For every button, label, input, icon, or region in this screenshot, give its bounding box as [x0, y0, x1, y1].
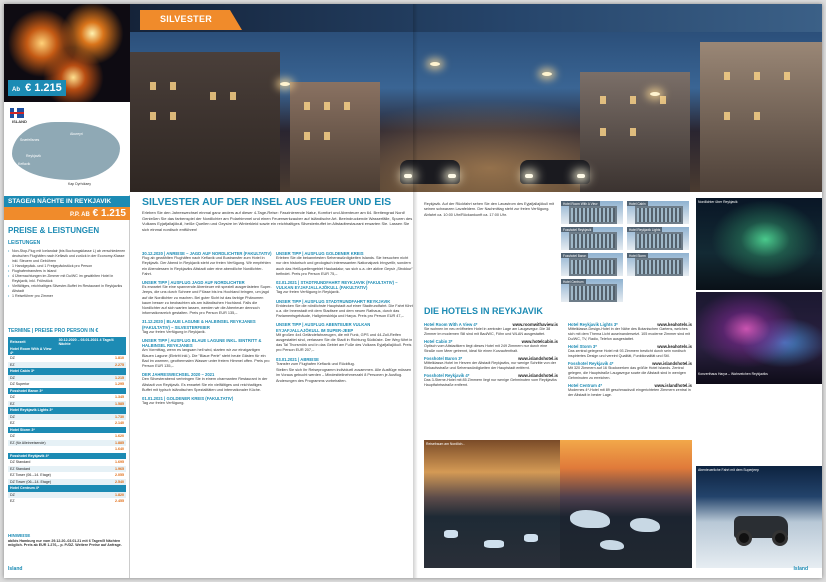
table-cell: Hotel Storm 3*: [8, 427, 57, 434]
thumbnail-caption: Hotel Reykjavik Lights: [629, 227, 661, 232]
hotel-thumbnail: [560, 226, 624, 251]
hotel-description: Das 3-Sterne-Hotel mit 85 Zimmern liegt nur wenige Gehminuten vom Reykjaviks Hauptfahrtsstraße entfernt.: [424, 378, 557, 387]
aurora-photo: [696, 198, 822, 290]
itinerary-text: Mit großen 4x4 Geländefahrzeugen, die mit Funk, GPS und 44-Zoll-Reifen ausgestattet sind, verlassen Sie die Stadt in Richtung Südküste. Der Weg führt in das Tal Thorsmörk und in das Gebiet am Fuße des Vulkans Eyjafjallajökull. Preis pro Person EUR 207,–: [276, 332, 413, 353]
table-cell: Fosshotel Reykjavik 4*: [8, 453, 57, 460]
table-cell: Hotel Room With A View 4*: [8, 346, 57, 355]
itinerary-text: Transfer zum Flughafen Keflavik und Rückflug.: [276, 361, 355, 366]
hinweise-block: [8, 534, 126, 548]
table-cell: Fosshotel Baron 3*: [8, 388, 57, 395]
map-label: Kap Dyrhólaey: [68, 182, 91, 186]
table-cell: EZ: [10, 499, 15, 504]
table-cell-price: 2.140: [115, 421, 124, 426]
hotel-thumbnail: [560, 252, 624, 277]
map-label: Akureyri: [70, 132, 83, 136]
price-badge: [8, 80, 66, 96]
table-cell: DZ: [10, 356, 15, 361]
itinerary-text: Stellen Sie sich Ihr Reiseprogramm individuell zusammen. Alle Ausflüge müssen im Voraus gebucht werden – Mindestteilnehmerzahl 8 Personen je Ausflug.: [276, 368, 412, 378]
hotel-name: Hotel Centrum 4*: [568, 383, 602, 388]
hotel-thumbnail: [626, 200, 690, 225]
preise-heading: PREISE & LEISTUNGEN: [8, 226, 100, 235]
page-footer-left: Island: [8, 566, 23, 572]
stage-bar: STAGE/4 NÄCHTE IN REYKJAVIK: [4, 196, 130, 207]
table-cell-price: 1.695: [115, 460, 124, 465]
itinerary-heading: DER JAHRESWECHSEL 2020 – 2021: [142, 372, 215, 378]
itinerary-text: Den Silvesterabend verbringen Sie in einem charmanten Restaurant in der Altstadt von Reykjavik. Es erwartet Sie ein vielfältiges und reichhaltiges Buffet mit typisch isländischen Spezialitäten und internationaler Küche.: [142, 377, 268, 392]
map-label: Keflavik: [18, 162, 31, 166]
hotel-url-link[interactable]: www.islandhotel.is: [654, 383, 692, 388]
photo-caption: Abenteuerliche Fahrt mit dem Superjeep: [698, 468, 759, 472]
table-cell-price: 1.215: [57, 375, 126, 382]
thumbnail-caption: Hotel Centrum: [563, 279, 584, 284]
table-cell-price: 1.885: [57, 440, 126, 447]
section-tab: SILVESTER: [140, 10, 230, 30]
hotel-thumbnail: [560, 200, 624, 225]
hotel-name: Fosshotel Baron 3*: [424, 356, 463, 361]
map-country-label: ISLAND: [12, 119, 27, 124]
map-landmass: [12, 122, 120, 180]
table-cell: DZ: [10, 434, 15, 439]
itinerary-heading: UNSER TIPP | AUSFLUG ABENTEUER VULKAN EYJAFJALLAJÖKULL IM SUPER-JEEP: [276, 322, 371, 333]
table-cell-price: 1.620: [115, 434, 124, 439]
termine-heading: TERMINE | PREISE PRO PERSON IN €: [8, 328, 99, 334]
article-title: SILVESTER AUF DER INSEL AUS FEUER UND EIS: [142, 196, 392, 208]
table-cell: Hotel Reykjavik Lights 3*: [8, 407, 57, 414]
table-cell-price: 1.345: [115, 395, 124, 400]
table-cell-price: 1.730: [57, 414, 126, 421]
list-item: • 1 Handgepäck- und 1 Freigepäckstück pro Person: [8, 264, 126, 269]
leistungen-heading: LEISTUNGEN: [8, 240, 41, 246]
hinweise-title: HINWEISE: [8, 533, 31, 538]
hotel-name: Hotel Storm 3*: [568, 344, 597, 349]
hotel-description: Mittelklasse-Hotel im Herzen der Altstadt Reykjaviks, nur wenige Schritte von der Einkaufsstraße und Sehenswürdigkeiten der Hauptstadt entfernt.: [424, 361, 556, 370]
hotel-name: Hotel Reykjavik Lights 3*: [568, 322, 618, 327]
itinerary-text: Tag zur freien Verfügung in Reykjavik.: [142, 329, 206, 334]
price-prefix: Ab: [12, 87, 20, 93]
table-hotel-row: [8, 346, 126, 355]
building: [290, 82, 380, 192]
table-cell: EZ Standard: [8, 466, 57, 473]
list-item: • Non-Stop-Flug mit Icelandair (bis Buchungsklasse L) ab verschiedenen deutschen Flughäfen nach Keflavik und zurück in der Economy-Klasse inkl. Steuern und Gebühren: [8, 249, 126, 264]
street-lamp: [280, 82, 290, 86]
list-item: • 4 Übernachtungen im Zimmer mit Du/WC im gewählten Hotel in Reykjavik, inkl. Frühstück: [8, 274, 126, 284]
superjeep-photo: [696, 466, 822, 568]
map-label: Snæfellsnes: [20, 138, 40, 142]
table-cell-price: 1.820: [57, 492, 126, 499]
map-label: Reykjavik: [26, 154, 41, 158]
itinerary-text: Reykjavik. Auf der Rückfahrt sehen Sie den Lavastrom des Eyjafjallajökull mit seinen schwarzen Lavafeldern. Der Nachmittag steht zur freien Verfügung.: [424, 202, 554, 212]
table-cell-price: 1.295: [115, 382, 124, 387]
leistungen-list: [8, 249, 126, 299]
table-cell-price: 2.540: [57, 479, 126, 486]
hotel-description: Sie wohnen im neu eröffneten Hotel in zentraler Lage am Laugavegur. Die 38 Zimmer im modernen Stil sind mit Bad/WC, Föhn und WLAN ausgestattet.: [424, 327, 551, 336]
hotel-url-link[interactable]: www.islandshotel.is: [518, 373, 558, 378]
table-cell: EZ: [8, 362, 57, 369]
table-cell-price: 2.275: [57, 362, 126, 369]
table-cell: EZ: [10, 421, 15, 426]
hotel-description: Mittelklasse-Design-Hotel in der Nähe des Botanischen Gartens, welches sich mit dem Thema Licht auseinandersetzt. 105 moderne Zimmer sind mit Du/WC, TV, Radio, Telefon ausgestattet.: [568, 327, 691, 341]
hotel-thumbnail: [560, 278, 624, 303]
black-beach-photo: [424, 440, 560, 568]
photo-caption: Nordlichter über Reykjavik: [698, 200, 738, 204]
itinerary-text: Entdecken Sie die nördlichste Hauptstadt auf einer Stadtrundfahrt. Die Fahrt führt u.a. die Innenstadt mit dem Stadtsee und dem neuen Rathaus, durch das Parlamentsgebäude, Hallgrímskirkja und Harpa. Preis pro Person EUR 47,–: [276, 303, 413, 319]
table-cell: DZ Tower (06.–14. Etage): [8, 479, 57, 486]
thumbnail-caption: Hotel Room With A View: [563, 201, 598, 206]
table-cell: DZ: [10, 395, 15, 400]
photo-caption: Reisefraum am Nordlich...: [426, 442, 466, 446]
itinerary-heading: UNSER TIPP | AUSFLUG GOLDENER KREIS: [276, 251, 364, 256]
table-cell: DZ Superior: [10, 382, 30, 387]
hotel-description: Mit 320 Zimmern auf 16 Stockwerken das größte Hotel Islands. Zentral gelegen, die Hauptstraße Laugavegur sowie die Altstadt sind in wenigen Gehminuten zu erreichen.: [568, 366, 686, 380]
article-intro: Erleben Sie den Jahreswechsel einmal ganz anders auf dieser 4-Tage-Reise: Faszinierende Natur, Komfort und Abenteuer am 64. Breitengrad Nord! Genießen Sie das farbenspiel der Nordlichter am Polarhimmel und einen Feuerwerkzauber auf isländische Art. Beeindruckende Wasserfälle, Spuren des Vulkans Eyjafjallajökull, heiße Quellen und Geysire im Winterkleid sowie ein reichhaltiges Silvesterbuffet im Altstadtrestaurant erwarten Sie. Lassen Sie sich einmal nordisch entführen!: [142, 210, 413, 232]
table-cell-price: [57, 346, 126, 355]
page-footer-right: Island: [793, 566, 808, 572]
table-cell: DZ: [8, 414, 57, 421]
hotel-name: Fosshotel Reykjavik 4*: [568, 361, 614, 366]
itinerary-heading: 30.12.2020 | ANREISE – JAGD AUF NORDLICHTER (FAKULTATIV): [142, 251, 272, 256]
hotel-description: Optisch vom Altstadtkern liegt dieses Hotel mit 249 Zimmern nur durch eine Straße vom Meer getrennt, ideal für einen Kurzaufenthalt.: [424, 344, 548, 353]
itinerary-heading: UNSER TIPP | AUSFLUG JAGD AUF NORDLICHTER: [142, 280, 245, 286]
itinerary-heading: 01.01.2021 | GOLDENER KREIS (FAKULTATIV): [142, 396, 234, 402]
hotel-url-link[interactable]: www.roomwithaview.is: [512, 322, 558, 327]
table-cell-price: 1.965: [57, 466, 126, 473]
itinerary-column-3: [424, 202, 556, 220]
table-cell: DZ Standard: [10, 460, 31, 465]
itinerary-text: Erleben Sie die bekanntesten Sehenswürdigkeiten Islands. Sie besuchen nicht nur den historisch und geologisch interessanten Nationalpark Þingvellir, sondern auch das Heißquellengebiet Haukadalur, wo sich u.a. der aktive Geysir „Strokkur" befindet. Preis pro Person EUR 75,–: [276, 256, 413, 276]
hero-street-photo: [130, 32, 822, 192]
hotel-url-link[interactable]: www.islandshotel.is: [652, 361, 692, 366]
itinerary-text: Tag zur freien Verfügung.: [142, 401, 185, 406]
table-cell: EZ (für Alleinreisende): [8, 440, 57, 447]
itinerary-column-1: [142, 248, 272, 407]
hotel-name: Fosshotel Reykjavik 4*: [424, 373, 470, 378]
hotel-name: Hotel Cabin 3*: [424, 339, 453, 344]
itinerary-text: Am Vormittag, wenn es langsam hell wird, starten wir zur einzigartigen Blauen Lagune (Eintritt inkl.). Die "Blaue Perle" steht heute Gästen für ein Bad im warmen, geothermalen Wasser unter freiem Himmel offen. Preis pro Person EUR 135,–: [142, 348, 270, 369]
itinerary-text: Flug ab gewählten Flughäfen nach Keflavik und Bustransfer zum Hotel in Reykjavik. Der Abend in Reykjavik steht zur freien Verfügung. Wir empfehlen ein Abendessen in Reykjaviks Altstadt oder eine abendliche Nordlichter-Fahrt.: [142, 256, 271, 276]
pp-price: € 1.215: [92, 208, 126, 219]
building: [130, 52, 280, 192]
list-item: • Flughafentransfers in Island: [8, 269, 126, 274]
pp-price-bar: [4, 207, 130, 220]
table-row: [8, 498, 126, 505]
table-header-cell: 30.12.2020 – 03.01.2021 4 Tage/4 Nächte: [57, 337, 126, 346]
table-header-row: [8, 337, 126, 346]
street-lamp: [650, 92, 660, 96]
hinweise-text: ab/bis Hamburg nur vom 29.12.20–03.01.21 mit 6 Tagen/5 Nächten möglich. Preis ab EUR 1.276,– p. P./DZ. Weitere Preise auf Anfrage.: [8, 538, 122, 547]
itinerary-column-2: [276, 248, 414, 386]
ice-lagoon-photo: [560, 440, 692, 568]
table-header-cell: Reisezeit: [8, 337, 57, 346]
iceland-map: [4, 102, 130, 195]
hotel-list-2: [568, 320, 692, 398]
hotel-url-link[interactable]: www.hotelcabin.is: [521, 339, 558, 344]
hotel-name: Hotel Room With A View 4*: [424, 322, 478, 327]
table-cell: Hotel Centrum 4*: [8, 485, 57, 492]
car: [520, 160, 590, 184]
hotel-thumbnail: [626, 252, 690, 277]
table-cell: EZ Tower (06.–14. Etage): [10, 473, 51, 478]
hotel-list-1: [424, 320, 558, 388]
harpa-photo: [696, 292, 822, 384]
price-table: [8, 337, 126, 505]
price-value: € 1.215: [25, 82, 62, 94]
table-cell-price: 2.455: [115, 499, 124, 504]
street-lamp: [542, 72, 552, 76]
itinerary-text: Es erwartet Sie eine spannende Abenteuer mit speziell ausgerüsteten Super-Jeeps, die uns durch Schnee und Flüsse bis ins Hochland bringen, um jagd auf die Nordlichter zu machen. Bei guter Sicht ist das farbige Phänomen kaum besser zu beobachten als am isländischen Hochland. Falls die Nordlichter auf sich warten lassen, werden wir die Abenteuer dennoch informationsreich gestalten. Preis pro Person EUR 135,–: [142, 285, 272, 316]
building: [700, 42, 822, 192]
info-sidebar: [4, 4, 130, 578]
table-cell-price: 2.055: [115, 473, 124, 478]
hotel-url-link[interactable]: www.islandshotel.is: [518, 356, 558, 361]
street-lamp: [430, 62, 440, 66]
thumbnail-caption: Fosshotel Reykjavik: [563, 227, 592, 232]
table-cell-price: 1.810: [115, 356, 124, 361]
table-cell: Hotel Cabin 3*: [8, 368, 57, 375]
thumbnail-caption: Hotel Storm: [629, 253, 646, 258]
itinerary-heading: UNSER TIPP | AUSFLUG STADTRUNDFAHRT REYKJAVIK: [276, 298, 391, 304]
hotel-url-link[interactable]: www.keahotels.is: [657, 322, 692, 327]
itinerary-heading: 02.01.2021 | STADTRUNDFAHRT REYKJAVIK (FAKULTATIV) – VULKAN EYJAFJALLAJÖKULL (FAKULTATIV): [276, 280, 398, 291]
table-cell: DZ: [8, 375, 57, 382]
hotel-thumbnail: [626, 226, 690, 251]
table-cell-price: 1.585: [57, 401, 126, 408]
pp-prefix: P.P. AB: [69, 212, 90, 218]
list-item: • 1 Reiseführer pro Zimmer: [8, 294, 126, 299]
itinerary-text: Tag zur freien Verfügung in Reykjavik.: [276, 290, 340, 295]
hotel-url-link[interactable]: www.keahotels.is: [657, 344, 692, 349]
thumbnail-caption: Fosshotel Baron: [563, 253, 587, 258]
itinerary-heading: UNSER TIPP | AUSFLUG BLAUE LAGUNE INKL. EINTRITT & HALBINSEL REYKJANES: [142, 338, 262, 349]
photo-caption: Konzerthaus Harpa – Wahrzeichen Reykjaviks: [698, 372, 768, 376]
hotels-heading: DIE HOTELS IN REYKJAVIK: [424, 306, 543, 316]
table-cell: DZ: [8, 492, 57, 499]
itinerary-text: Änderungen des Programms vorbehalten.: [276, 379, 347, 384]
car: [400, 160, 460, 184]
hotel-description: Modernes 4*-Hotel mit 89 geschmackvoll eingerichteten Zimmern zentral in der Altstadt in bester Lage.: [568, 388, 691, 397]
thumbnail-caption: Hotel Cabin: [629, 201, 646, 206]
building: [580, 72, 690, 192]
itinerary-heading: 31.12.2020 | BLAUE LAGUNE & HALBINSEL REYKJANES (FAKULTATIV) – SILVESTERFEIER: [142, 319, 256, 330]
itinerary-text: Abfahrt ca. 10:00 Uhr/Rückankunft ca. 17:00 Uhr.: [424, 213, 507, 218]
table-cell-price: 1.640: [115, 447, 124, 452]
list-item: • Vielfältiges, reichhaltiges Silvester-Buffet im Restaurant in Reykjaviks Altstadt: [8, 284, 126, 294]
iceland-flag-icon: [10, 108, 24, 118]
hotel-description: Das zentral gelegene Hotel mit 93 Zimmern besticht durch sein nordisch inspiriertes Design und vereint Qualität, Funktionalität und Stil.: [568, 349, 686, 358]
itinerary-heading: 03.01.2021 | ABREISE: [276, 356, 319, 362]
table-cell: EZ: [8, 401, 57, 408]
brochure-spread: [4, 4, 822, 578]
